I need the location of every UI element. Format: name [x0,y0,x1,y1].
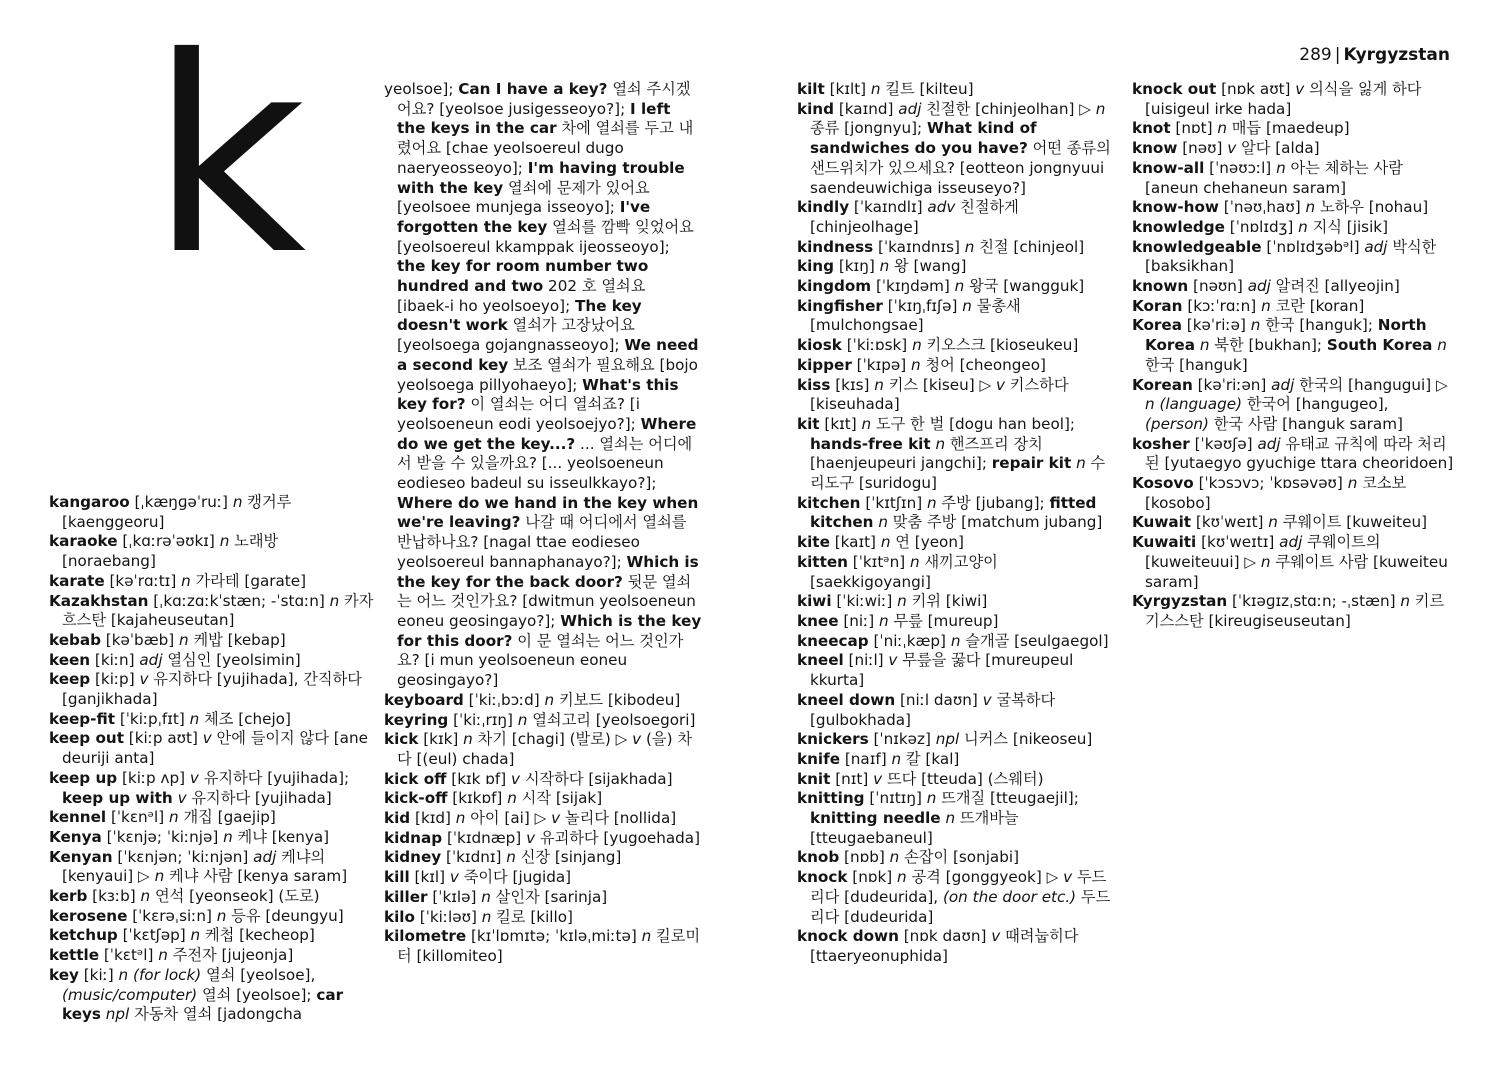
part-of-speech: n [878,611,889,630]
part-of-speech: n [1145,395,1155,414]
part-of-speech: v [991,927,1001,946]
dictionary-entry: knock down [nɒk daʊn] v 때려눕히다 [ttaeryeonuphida] [797,927,1079,965]
dictionary-entry: know-all [ˈnəʊɔːl] n 아는 체하는 사람 [aneun chehaneun saram] [1132,158,1403,197]
headword: kneecap [797,631,869,650]
part-of-speech: v [1295,80,1305,98]
headword: knee [797,611,839,630]
headword: karate [49,571,105,590]
headword: Kenyan [49,847,113,866]
part-of-speech: n [926,789,937,808]
headword: kitten [797,552,848,571]
part-of-speech: n [506,848,516,867]
part-of-speech: n [544,690,555,709]
headword: knock out [1132,80,1217,98]
dictionary-entry: Kazakhstan [ˌkɑːzɑːkˈstæn; -ˈstɑːn] n 카자흐스탄 [kajaheuseutan] [49,591,374,630]
part-of-speech: n [1400,592,1410,611]
dictionary-column-1 [49,493,375,1025]
dictionary-entry: yeolsoe]; Can I have a key? 열쇠 주시겠어요? [yeolsoe jusigesseoyo?]; I left the keys in the car 차에 열쇠를 두고 내렸어요 [chae yeolsoereul dugo naeryeosseoyo]; I'm having trouble with the key 열쇠에 문제가 있어요 [yeolsoee munjega isseoyo]; I've forgotten the key 열쇠를 깜빡 잊었어요 [yeolsoereul kkamppak ijeosseoyo]; the key for room number two hundred and two 202 호 열쇠요 [ibaek-i ho yeolsoeyo]; The key doesn't work 열쇠가 고장났어요 [yeolsoega gojangnasseoyo]; We need a second key 보조 열쇠가 필요해요 [bojo yeolsoega pillyohaeyo]; What's this key for? 이 열쇠는 어디 열쇠죠? [i yeolsoeneun eodi yeolsoejyo?]; Where do we get the key...? ... 열쇠는 어디에서 받을 수 있을까요? [... yeolsoeneun eodieseo badeul su isseulkkayo?]; Where do we hand in the key when we're leaving? 나갈 때 어디에서 열쇠를 반납하나요? [nagal ttae eodieseo yeolsoereul bannaphanayo?]; Which is the key for the back door? 뒷문 열쇠는 어느 것인가요? [dwitmun yeolsoeneun eoneu geosingayo?]; Which is the key for this door? 이 문 열쇠는 어느 것인가요? [i mun yeolsoeneun eoneu geosingayo?] [384,80,702,690]
headword: Can I have a key? [458,80,608,98]
dictionary-entry: Kyrgyzstan [ˈkɪəɡɪzˌstɑːn; -ˌstæn] n 키르기스스탄 [kireugiseuseutan] [1132,592,1445,630]
headword: killer [384,887,428,906]
part-of-speech: npl [935,730,960,749]
headword: knitting needle [810,809,941,828]
part-of-speech: n [179,630,189,649]
part-of-speech: v [511,769,520,788]
dictionary-entry: knitting [ˈnɪtɪŋ] n 뜨개질 [tteugaejil]; knitting needle n 뜨개바늘 [tteugaebaneul] [797,789,1079,847]
headword: kipper [797,355,852,374]
dictionary-entry: kind [kaɪnd] adj 친절한 [chinjeolhan] ▷ n 종류 [jongnyu]; What kind of sandwiches do you have? 어떤 종류의 샌드위치가 있으세요? [eotteon jongnyuui saendeuwichiga isseuseyo?] [797,99,1111,197]
headword: kid [384,809,411,828]
dictionary-entry: knob [nɒb] n 손잡이 [sonjabi] [797,848,1020,867]
headword: kite [797,533,830,552]
part-of-speech: v [202,729,212,748]
part-of-speech: n [1217,119,1227,138]
headword: knitting [797,789,865,808]
headword: South Korea [1326,336,1433,355]
headword: repair kit [991,454,1072,473]
dictionary-entry: knock [nɒk] n 공격 [gonggyeok] ▷ v 두드리다 [dudeurida], (on the door etc.) 두드리다 [dudeurida] [797,868,1111,926]
headword: The key doesn't work [397,296,642,335]
part-of-speech: n [910,552,920,571]
headword: kilo [384,907,415,926]
dictionary-entry: Kuwaiti [kʊˈweɪtɪ] adj 쿠웨이트의 [kuweiteuui] ▷ n 쿠웨이트 사람 [kuweiteu saram] [1132,533,1448,591]
headword: I've forgotten the key [397,198,651,236]
dictionary-entry: knock out [nɒk aʊt] v 의식을 잃게 하다 [uisigeul irke hada] [1132,80,1422,118]
headword: keep-fit [49,709,115,728]
headword: knowledgeable [1132,237,1262,256]
dictionary-entry: kneel down [niːl daʊn] v 굴복하다 [gulbokhada] [797,690,1056,729]
headword: know-how [1132,198,1219,217]
dictionary-entry: knee [niː] n 무릎 [mureup] [797,611,999,630]
headword: ketchup [49,926,118,945]
part-of-speech: v [1227,139,1237,158]
part-of-speech: n [1250,316,1261,335]
part-of-speech: n [219,532,230,551]
part-of-speech: adj [253,847,277,866]
header-separator: | [1334,45,1341,65]
part-of-speech: adj [1257,434,1281,453]
headword: kiwi [797,592,832,611]
dictionary-entry: keep up [kiːp ʌp] v 유지하다 [yujihada]; keep up with v 유지하다 [yujihada] [49,768,350,807]
part-of-speech: v [526,828,536,847]
dictionary-entry: king [kɪŋ] n 왕 [wang] [797,257,967,276]
dictionary-entry: Kenyan [ˈkɛnjən; ˈkiːnjən] adj 케냐의 [kenyaui] ▷ n 케냐 사람 [kenya saram] [49,847,348,886]
headword: known [1132,277,1189,296]
part-of-speech: v [982,690,992,709]
dictionary-entry: kerosene [ˈkɛrəˌsiːn] n 등유 [deungyu] [49,906,344,925]
part-of-speech: (for lock) [133,965,202,984]
part-of-speech: n [935,434,946,453]
headword: Kyrgyzstan [1132,592,1228,611]
part-of-speech: n [329,591,340,610]
dictionary-entry: killer [ˈkɪlə] n 살인자 [sarinja] [384,887,608,906]
headword: keyring [384,710,449,729]
part-of-speech: npl [105,1005,130,1024]
part-of-speech: v [449,868,459,887]
dictionary-entry: keyring [ˈkiːˌrɪŋ] n 열쇠고리 [yeolsoegori] [384,710,696,729]
part-of-speech: n [1095,99,1106,118]
headword: keep out [49,729,124,748]
running-header [1299,44,1450,66]
headword: car keys [62,985,344,1024]
part-of-speech: n [861,414,872,433]
part-of-speech: n [216,906,227,925]
dictionary-entry: key [kiː] n (for lock) 열쇠 [yeolsoe], (music/computer) 열쇠 [yeolsoe]; car keys npl 자동차 열쇠 [jadongcha [49,965,344,1024]
headword: king [797,257,834,276]
dictionary-entry: kiosk [ˈkiːɒsk] n 키오스크 [kioseukeu] [797,336,1079,355]
part-of-speech: adj [1279,533,1303,552]
headword: keen [49,650,91,669]
headword: kilt [797,80,825,98]
dictionary-entry: knit [nɪt] v 뜨다 [tteuda] (스웨터) [797,769,1044,788]
headword: kidney [384,848,442,867]
part-of-speech: n [897,592,907,611]
headword: hands-free kit [810,434,931,453]
part-of-speech: v [873,769,883,788]
dictionary-column-3 [797,80,1117,967]
part-of-speech: n [189,709,200,728]
part-of-speech: n [154,867,165,886]
dictionary-entry: kindly [ˈkaɪndlɪ] adv 친절하게 [chinjeolhage] [797,198,1019,236]
headword: Korean [1132,375,1193,394]
headword: kiosk [797,336,842,355]
dictionary-entry: keep out [kiːp aʊt] v 안에 들이지 않다 [ane deuriji anta] [49,729,368,768]
dictionary-entry: kennel [ˈkɛnᵊl] n 개집 [gaejip] [49,808,276,827]
section-letter: k [150,0,307,314]
dictionary-entry: Korea [kəˈriːə] n 한국 [hanguk]; North Korea n 북한 [bukhan]; South Korea n 한국 [hanguk] [1132,316,1447,374]
part-of-speech: n [158,946,168,965]
part-of-speech: n [945,809,956,828]
headword: keyboard [384,690,464,709]
part-of-speech: n [878,513,888,532]
dictionary-entry: knot [nɒt] n 매듭 [maedeup] [1132,119,1350,138]
part-of-speech: n [880,533,891,552]
part-of-speech: n [1305,198,1316,217]
dictionary-entry: kerb [kɜːb] n 연석 [yeonseok] (도로) [49,887,320,906]
part-of-speech: v [1063,868,1073,887]
dictionary-entry: knife [naɪf] n 칼 [kal] [797,749,960,768]
headword: kill [384,868,410,887]
dictionary-entry: kneecap [ˈniːˌkæp] n 슬개골 [seulgaegol] [797,631,1109,650]
headword: kettle [49,946,100,965]
headword: Kosovo [1132,474,1194,493]
part-of-speech: adj [1247,277,1271,296]
headword: kneel down [797,690,896,709]
headword: kosher [1132,434,1190,453]
dictionary-column-4 [1132,80,1454,632]
headword: kick-off [384,789,448,808]
headword: Where do we get the key...? [397,414,697,453]
headword: What's this key for? [397,375,679,414]
dictionary-entry: kidney [ˈkɪdnɪ] n 신장 [sinjang] [384,848,622,867]
dictionary-entry: knowledge [ˈnɒlɪdʒ] n 지식 [jisik] [1132,217,1389,236]
dictionary-entry: keep [kiːp] v 유지하다 [yujihada], 간직하다 [ganjikhada] [49,670,362,709]
headword: I left the keys in the car [397,99,671,138]
dictionary-entry: knowledgeable [ˈnɒlɪdʒəbᵊl] adj 박식한 [baksikhan] [1132,237,1437,276]
dictionary-entry: kick-off [kɪkɒf] n 시작 [sijak] [384,789,603,808]
dictionary-entry: kilo [ˈkiːləʊ] n 킬로 [killo] [384,907,573,926]
headword: key [49,965,79,984]
headword: know [1132,139,1178,158]
headword: kerb [49,887,88,906]
part-of-speech: n [463,730,473,749]
headword: Where do we hand in the key when we're leaving? [397,493,699,532]
part-of-speech: adj [898,99,922,118]
headword: kitchen [797,493,861,512]
part-of-speech: n [889,848,900,867]
dictionary-entry: keep-fit [ˈkiːpˌfɪt] n 체조 [chejo] [49,709,291,728]
dictionary-entry: kite [kaɪt] n 연 [yeon] [797,533,964,552]
headword: Kazakhstan [49,591,149,610]
dictionary-entry: kingdom [ˈkɪŋdəm] n 왕국 [wangguk] [797,277,1085,296]
dictionary-entry: keen [kiːn] adj 열심인 [yeolsimin] [49,650,301,669]
dictionary-column-2 [384,80,702,967]
part-of-speech: n [641,927,652,946]
part-of-speech: adj [139,650,163,669]
dictionary-entry: kiss [kɪs] n 키스 [kiseu] ▷ v 키스하다 [kiseuhada] [797,375,1069,414]
headword: keep up [49,768,118,787]
headword: kind [797,99,834,118]
headword: kingdom [797,277,872,296]
part-of-speech: n [1268,513,1278,532]
headword: kingfisher [797,296,883,315]
headword: kennel [49,808,107,827]
headword: Kenya [49,827,102,846]
part-of-speech: n [455,809,466,828]
headword: karaoke [49,532,118,551]
headword: kidnap [384,828,443,847]
headword: knob [797,848,840,867]
part-of-speech: n [879,257,890,276]
dictionary-entry: kid [kɪd] n 아이 [ai] ▷ v 놀리다 [nollida] [384,809,677,828]
part-of-speech: n [1260,552,1271,571]
headword: kangaroo [49,493,130,511]
headword: the key for room number two hundred and two [397,257,649,296]
headword: Kuwaiti [1132,533,1197,552]
part-of-speech: n [950,631,961,650]
part-of-speech: v [888,651,898,670]
part-of-speech: n [874,375,884,394]
part-of-speech: adj [1364,237,1388,256]
headword: kiss [797,375,831,394]
dictionary-entry: kill [kɪl] v 죽이다 [jugida] [384,868,572,887]
headword: kebab [49,630,101,649]
headword: Which is the key for this door? [397,611,702,650]
part-of-speech: n [169,808,179,827]
dictionary-entry: kosher [ˈkəʊʃə] adj 유태교 규칙에 따라 처리된 [yutaegyo gyuchige ttara cheoridoen] [1132,434,1454,473]
part-of-speech: n [223,827,233,846]
dictionary-entry: know-how [ˈnəʊˌhaʊ] n 노하우 [nohau] [1132,198,1429,217]
headword: knickers [797,730,869,749]
part-of-speech: n [232,493,243,511]
part-of-speech: v [995,375,1005,394]
part-of-speech: n [1076,454,1086,473]
part-of-speech: n [891,749,902,768]
dictionary-entry: knickers [ˈnɪkəz] npl 니커스 [nikeoseu] [797,730,1093,749]
headword: kick [384,730,419,749]
dictionary-entry: kitchen [ˈkɪtʃɪn] n 주방 [jubang]; fitted kitchen n 맞춤 주방 [matchum jubang] [797,493,1103,532]
part-of-speech: v [177,788,187,807]
dictionary-entry: Kuwait [kʊˈweɪt] n 쿠웨이트 [kuweiteu] [1132,513,1427,532]
headword: I'm having trouble with the key [397,158,685,197]
part-of-speech: (music/computer) [62,985,198,1004]
dictionary-entry: kangaroo [ˌkæŋɡəˈruː] n 캥거루 [kaenggeoru] [49,493,292,531]
part-of-speech: v [139,670,149,689]
headword: knife [797,749,841,768]
part-of-speech: n [1199,336,1210,355]
part-of-speech: n [1276,158,1286,177]
dictionary-entry: kick [kɪk] n 차기 [chagi] (발로) ▷ v (을) 차다 [(eul) chada] [384,730,693,768]
headword: keep up with [62,788,173,807]
dictionary-entry: kettle [ˈkɛtᵊl] n 주전자 [jujeonja] [49,946,294,965]
dictionary-entry: karate [kəˈrɑːtɪ] n 가라테 [garate] [49,571,307,590]
part-of-speech: n [1347,474,1358,493]
part-of-speech: adj [1271,375,1295,394]
headword: Koran [1132,296,1183,315]
dictionary-entry: ketchup [ˈkɛtʃəp] n 케첩 [kecheop] [49,926,315,945]
dictionary-entry: kidnap [ˈkɪdnæp] v 유괴하다 [yugoehada] [384,828,701,847]
dictionary-entry: kindness [ˈkaɪndnɪs] n 친절 [chinjeol] [797,237,1085,256]
part-of-speech: n [1261,296,1271,315]
dictionary-entry: kneel [niːl] v 무릎을 꿇다 [mureupeul kkurta] [797,651,1074,690]
headword: kindness [797,237,874,256]
part-of-speech: n [897,868,907,887]
part-of-speech: n [1437,336,1447,355]
dictionary-entry: karaoke [ˌkɑːrəˈəʊkɪ] n 노래방 [noraebang] [49,532,279,571]
headword: kerosene [49,906,128,925]
dictionary-entry: Koran [kɔːˈrɑːn] n 코란 [koran] [1132,296,1365,315]
part-of-speech: n [964,237,975,256]
dictionary-entry: Korean [kəˈriːən] adj 한국의 [hangugui] ▷ n (language) 한국어 [hangugeo], (person) 한국 사람 [hanguk saram] [1132,375,1448,433]
dictionary-entry: kit [kɪt] n 도구 한 벌 [dogu han beol]; hands-free kit n 핸즈프리 장치 [haenjeupeuri jangchi]; repair kit n 수리도구 [suridogu] [797,414,1106,493]
part-of-speech: n [181,571,191,590]
headword: We need a second key [397,336,699,374]
part-of-speech: v [189,768,199,787]
part-of-speech: n [910,355,921,374]
headword: knowledge [1132,217,1225,236]
part-of-speech: n [190,926,201,945]
dictionary-entry: kilt [kɪlt] n 킬트 [kilteu] [797,80,974,98]
dictionary-entry: kebab [kəˈbæb] n 케밥 [kebap] [49,630,286,649]
part-of-speech: n [912,336,922,355]
headword: knot [1132,119,1171,138]
headword: knit [797,769,831,788]
part-of-speech: n [962,296,972,315]
headword: kneel [797,651,844,670]
part-of-speech: n [481,887,491,906]
part-of-speech: n [954,277,965,296]
headword: knock [797,868,848,887]
headword: know-all [1132,158,1205,177]
part-of-speech: adv [927,198,956,217]
part-of-speech: n [507,789,517,808]
page-number: 289 [1299,45,1332,65]
dictionary-entry: Kosovo [ˈkɔsɔvɔ; ˈkɒsəvəʊ] n 코소보 [kosobo] [1132,474,1407,512]
header-section-title: Kyrgyzstan [1343,45,1450,65]
headword: What kind of sandwiches do you have? [810,119,1037,158]
part-of-speech: (person) [1145,414,1209,433]
dictionary-entry: kick off [kɪk ɒf] v 시작하다 [sijakhada] [384,769,673,788]
part-of-speech: n [140,887,151,906]
part-of-speech: n [517,710,528,729]
part-of-speech: v [551,809,561,828]
part-of-speech: (on the door etc.) [942,887,1077,906]
headword: kilometre [384,927,467,946]
dictionary-entry: keyboard [ˈkiːˌbɔːd] n 키보드 [kibodeu] [384,690,681,709]
part-of-speech: n [481,907,492,926]
headword: North Korea [1145,316,1427,355]
headword: keep [49,670,91,689]
headword: knock down [797,927,899,946]
dictionary-entry: know [nəʊ] v 알다 [alda] [1132,139,1320,158]
headword: kick off [384,769,447,788]
dictionary-entry: kipper [ˈkɪpə] n 청어 [cheongeo] [797,355,1046,374]
dictionary-entry: kiwi [ˈkiːwiː] n 키위 [kiwi] [797,592,988,611]
dictionary-entry: kilometre [kɪˈlɒmɪtə; ˈkɪləˌmiːtə] n 킬로미터 [killomiteo] [384,927,701,965]
part-of-speech: n [870,80,881,98]
part-of-speech: n [118,965,129,984]
headword: kindly [797,198,850,217]
part-of-speech: v [632,730,642,749]
headword: Which is the key for the back door? [397,552,699,591]
dictionary-entry: kitten [ˈkɪtᵊn] n 새끼고양이 [saekkigoyangi] [797,552,998,591]
headword: Korea [1132,316,1182,335]
headword: kit [797,414,820,433]
part-of-speech: n [926,493,937,512]
dictionary-entry: known [nəʊn] adj 알려진 [allyeojin] [1132,277,1400,296]
headword: fitted kitchen [810,493,1097,532]
part-of-speech: (language) [1159,395,1243,414]
dictionary-entry: Kenya [ˈkɛnjə; ˈkiːnjə] n 케냐 [kenya] [49,827,330,846]
dictionary-entry: kingfisher [ˈkɪŋˌfɪʃə] n 물총새 [mulchongsae] [797,296,1021,335]
headword: Kuwait [1132,513,1192,532]
part-of-speech: n [1298,217,1308,236]
